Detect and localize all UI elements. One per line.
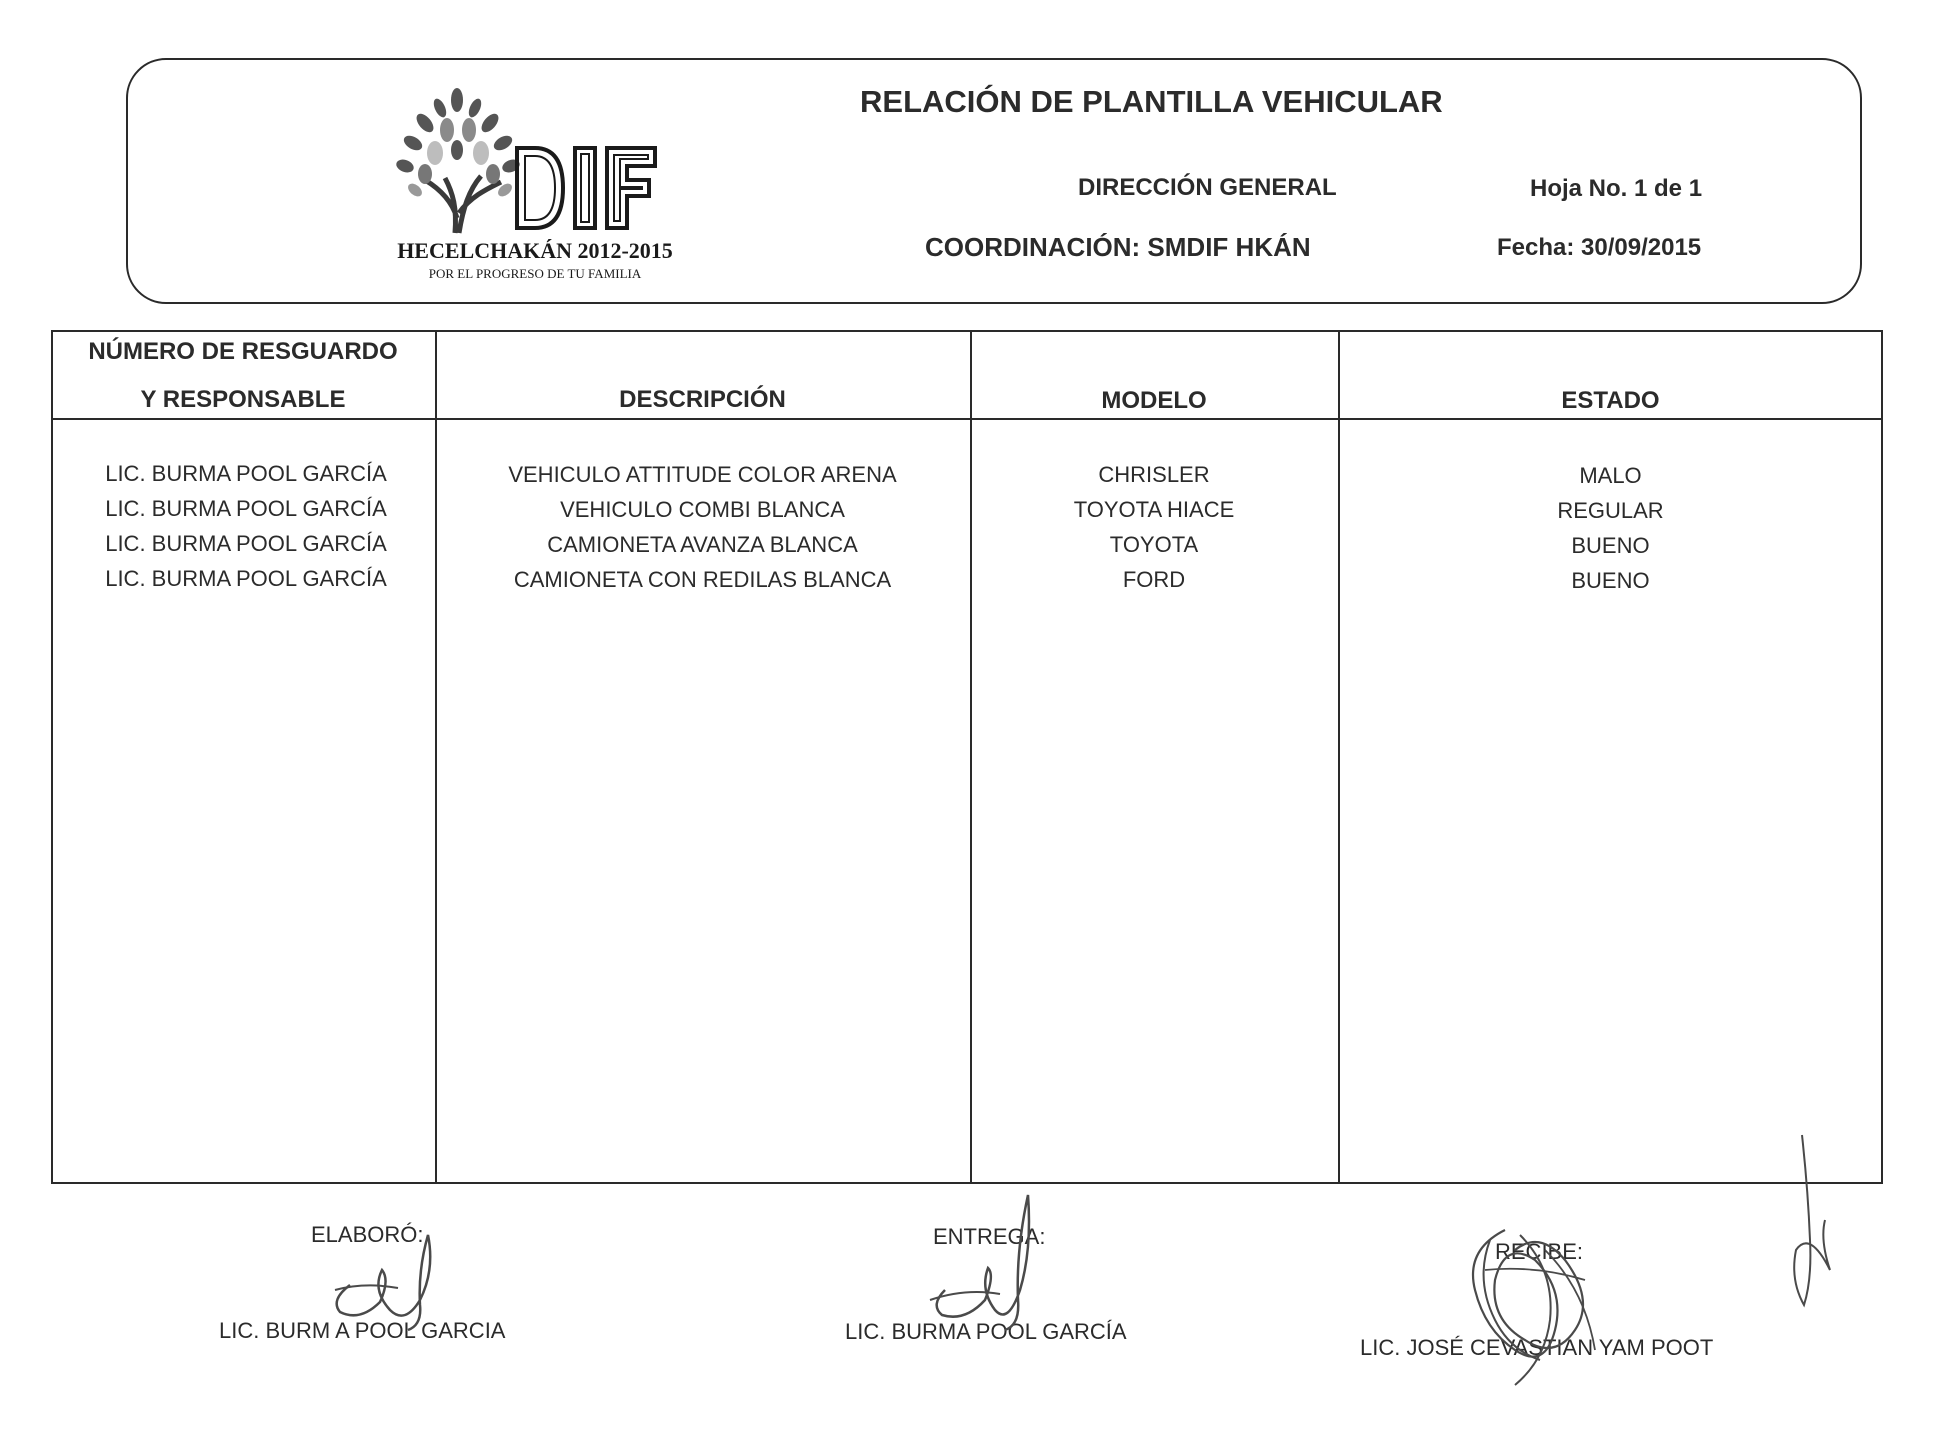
signature-scribble-delivered (920, 1190, 1060, 1340)
logo-motto: POR EL PROGRESO DE TU FAMILIA (428, 266, 642, 281)
table-cell-status: BUENO (1571, 533, 1650, 558)
table-cell-model: TOYOTA HIACE (1073, 497, 1235, 522)
logo-org-name: HECELCHAKÁN 2012-2015 (397, 238, 673, 263)
column-header-status: ESTADO (1561, 387, 1660, 414)
delivered-name: LIC. BURMA POOL GARCÍA (845, 1319, 1127, 1344)
table-cell-model: TOYOTA (1109, 532, 1199, 557)
signature-scribble-received (1445, 1210, 1620, 1395)
model-column (970, 457, 1338, 597)
signature-scribble-margin (1780, 1130, 1840, 1310)
table-cell-responsible: LIC. BURMA POOL GARCÍA (105, 566, 387, 591)
column-header-model: MODELO (1101, 387, 1207, 414)
prepared-name: LIC. BURM A POOL GARCIA (219, 1318, 506, 1343)
table-cell-model: FORD (1122, 567, 1186, 592)
column-header-responsible: NÚMERO DE RESGUARDO (88, 338, 398, 365)
department: DIRECCIÓN GENERAL (1078, 174, 1337, 201)
table-cell-responsible: LIC. BURMA POOL GARCÍA (105, 496, 387, 521)
table-cell-model: CHRISLER (1098, 462, 1210, 487)
status-column (1338, 458, 1883, 598)
received-name: LIC. JOSÉ CEVASTIAN YAM POOT (1360, 1335, 1714, 1360)
header-divider (51, 418, 1883, 420)
received-label: RECIBE: (1495, 1239, 1584, 1264)
table-cell-status: MALO (1579, 463, 1642, 488)
signature-scribble-prepared (320, 1230, 450, 1340)
table-cell-description: VEHICULO COMBI BLANCA (560, 497, 845, 522)
sheet-number: Hoja No. 1 de 1 (1530, 175, 1703, 202)
column-header-description: DESCRIPCIÓN (619, 386, 786, 413)
description-column (435, 457, 970, 597)
dif-logo (385, 78, 685, 288)
prepared-label: ELABORÓ: (311, 1222, 424, 1247)
table-cell-description: CAMIONETA AVANZA BLANCA (547, 532, 858, 557)
document-title: RELACIÓN DE PLANTILLA VEHICULAR (860, 84, 1443, 119)
table-cell-description: VEHICULO ATTITUDE COLOR ARENA (508, 462, 897, 487)
responsible-column (51, 456, 441, 596)
document-date: Fecha: 30/09/2015 (1497, 234, 1702, 261)
column-header-responsible-line2: Y RESPONSABLE (140, 386, 346, 413)
table-cell-responsible: LIC. BURMA POOL GARCÍA (105, 531, 387, 556)
table-cell-responsible: LIC. BURMA POOL GARCÍA (105, 461, 387, 486)
table-cell-status: BUENO (1571, 568, 1650, 593)
delivered-label: ENTREGA: (933, 1224, 1046, 1249)
table-cell-status: REGULAR (1557, 498, 1664, 523)
tree-icon (385, 78, 685, 238)
table-cell-description: CAMIONETA CON REDILAS BLANCA (513, 567, 892, 592)
coordination: COORDINACIÓN: SMDIF HKÁN (925, 232, 1311, 262)
